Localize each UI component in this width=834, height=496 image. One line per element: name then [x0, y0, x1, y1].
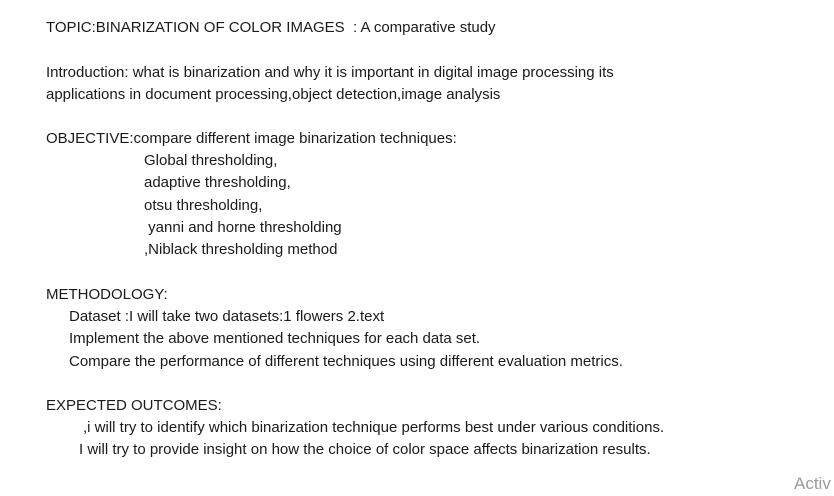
introduction-line-1: Introduction: what is binarization and why it is important in digital image processing its [46, 64, 614, 81]
expected-outcomes-item: ,i will try to identify which binarization technique performs best under various conditions. [83, 419, 665, 436]
objective-item: Global thresholding, [144, 152, 278, 169]
objective-item: otsu thresholding, [144, 197, 263, 214]
methodology-item: Compare the performance of different techniques using different evaluation metrics. [69, 353, 623, 370]
expected-outcomes-item: I will try to provide insight on how the choice of color space affects binarization results. [79, 441, 651, 458]
topic-line: TOPIC:BINARIZATION OF COLOR IMAGES : A comparative study [46, 19, 496, 36]
objective-item: yanni and horne thresholding [144, 219, 342, 236]
expected-outcomes-heading: EXPECTED OUTCOMES: [46, 397, 222, 414]
methodology-item: Dataset :I will take two datasets:1 flowers 2.text [69, 308, 385, 325]
methodology-heading: METHODOLOGY: [46, 286, 168, 303]
objective-heading: OBJECTIVE:compare different image binarization techniques: [46, 130, 457, 147]
activation-watermark: Activ [794, 474, 831, 493]
introduction-line-2: applications in document processing,object detection,image analysis [46, 86, 501, 103]
methodology-item: Implement the above mentioned techniques for each data set. [69, 330, 481, 347]
objective-item: adaptive thresholding, [144, 174, 291, 191]
objective-item: ,Niblack thresholding method [144, 241, 338, 258]
